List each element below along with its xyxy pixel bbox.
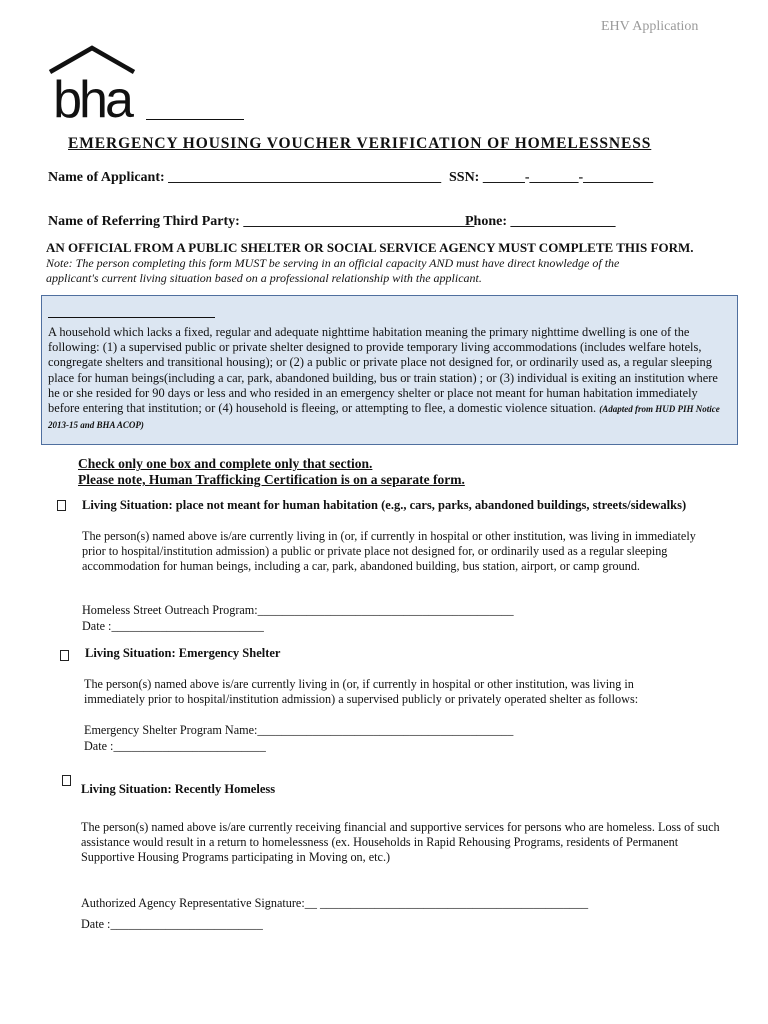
section-2-program-label: Emergency Shelter Program Name: [84, 723, 258, 737]
section-1-title: Living Situation: place not meant for human habitation (e.g., cars, parks, abandoned buildings, streets/sidewalks) [82, 498, 687, 512]
official-notice: AN OFFICIAL FROM A PUBLIC SHELTER OR SOCIAL SERVICE AGENCY MUST COMPLETE THIS FORM. [46, 240, 694, 255]
instructions [78, 456, 465, 488]
section-3-date-field[interactable]: _________________________ [110, 917, 263, 931]
referrer-name-field[interactable]: _________________________________ [243, 214, 475, 229]
instruction-line-1: Check only one box and complete only that section. [78, 456, 373, 471]
bha-logo [44, 44, 140, 122]
definition-source: (Adapted from HUD PIH Notice 2013-15 and BHA ACOP) [48, 404, 720, 431]
definition-text [48, 325, 732, 433]
section-1-date-label: Date : [82, 619, 112, 633]
section-3-checkbox[interactable] [62, 775, 71, 786]
phone-label: Phone: [465, 214, 507, 229]
section-1-program-row [82, 603, 514, 618]
page-title: EMERGENCY HOUSING VOUCHER VERIFICATION OF HOMELESSNESS [68, 135, 652, 152]
section-2-program-row [84, 723, 513, 738]
ssn-field[interactable]: ______-_______-__________ [482, 170, 654, 185]
ssn-row [449, 170, 653, 186]
applicant-row [48, 170, 441, 186]
ssn-label: SSN: [449, 170, 480, 185]
section-1-program-label: Homeless Street Outreach Program: [82, 603, 258, 617]
definition-heading-line [48, 317, 215, 318]
section-3-signature-label: Authorized Agency Representative Signature: [81, 896, 305, 910]
section-1-body: The person(s) named above is/are currently living in (or, if currently in hospital or other institution, was living in immediately prior to hospital/institution admission) a public or private place not designed for, or ordinarily used as a regular sleeping accommodation for human beings, including a car, park, abandoned building, bus station, airport, or camp ground. [82, 529, 696, 574]
section-1-date-field[interactable]: _________________________ [111, 619, 264, 633]
section-1-checkbox[interactable] [57, 500, 66, 511]
referrer-name-label: Name of Referring Third Party: [48, 214, 240, 229]
section-3-signature-row [81, 896, 588, 911]
note-text: Note: The person completing this form MUST be serving in an official capacity AND must have direct knowledge of the applicant's current living situation based on a professional relationship with the applicant. [46, 256, 620, 285]
phone-field[interactable]: _______________ [510, 214, 616, 229]
section-2-date-label: Date : [84, 739, 114, 753]
section-2-date-field[interactable]: _________________________ [113, 739, 266, 753]
definition-body: A household which lacks a fixed, regular and adequate nighttime habitation meaning the primary nighttime dwelling is one of the following: (1) a supervised public or private shelter designed to provide temporary living accommodations (includes welfare hotels, congregate shelters and transitional housing); or (2) a public or private place not designed for, or ordinarily used as, a regular sleeping place for human beings(including a car, park, abandoned building, bus or train station) ; or (3) individual is exiting an institution where he or she resided for 90 days or less and who resided in an emergency shelter or place not meant for human habitation immediately before entering that institution; or (4) household is fleeing, or attempting to flee, a domestic violence situation. [48, 325, 718, 416]
phone-row [465, 214, 616, 230]
section-3-date-row [81, 917, 263, 932]
section-2-checkbox[interactable] [60, 650, 69, 661]
referrer-row [48, 214, 474, 230]
section-2-title: Living Situation: Emergency Shelter [85, 646, 281, 660]
logo-roof [50, 48, 134, 72]
section-2-program-field[interactable]: __________________________________________ [257, 723, 514, 737]
section-3-date-label: Date : [81, 917, 111, 931]
section-2-body: The person(s) named above is/are currently living in (or, if currently in hospital or other institution, was living in immediately prior to hospital/institution admission) a supervised publicly or privately operated shelter as follows: [84, 677, 639, 707]
applicant-name-label: Name of Applicant: [48, 170, 165, 185]
section-1-program-field[interactable]: __________________________________________ [257, 603, 514, 617]
instruction-line-2: Please note, Human Trafficking Certification is on a separate form. [78, 472, 465, 487]
section-2-date-row [84, 739, 266, 754]
section-3-signature-field[interactable]: __ ____________________________________________ [304, 896, 589, 910]
section-3-title: Living Situation: Recently Homeless [81, 782, 276, 796]
applicant-name-field[interactable]: _______________________________________ [168, 170, 442, 185]
logo-underline [146, 119, 244, 120]
section-3-body: The person(s) named above is/are currently receiving financial and supportive services for persons who are homeless. Loss of such assistance would result in a return to homelessness (ex. Households in Rapid Rehousing Programs, residents of Permanent Supportive Housing Programs participating in Moving on, etc.) [81, 820, 720, 865]
section-1-date-row [82, 619, 264, 634]
document-header-label: EHV Application [601, 19, 699, 34]
logo-text: bha [53, 71, 131, 122]
